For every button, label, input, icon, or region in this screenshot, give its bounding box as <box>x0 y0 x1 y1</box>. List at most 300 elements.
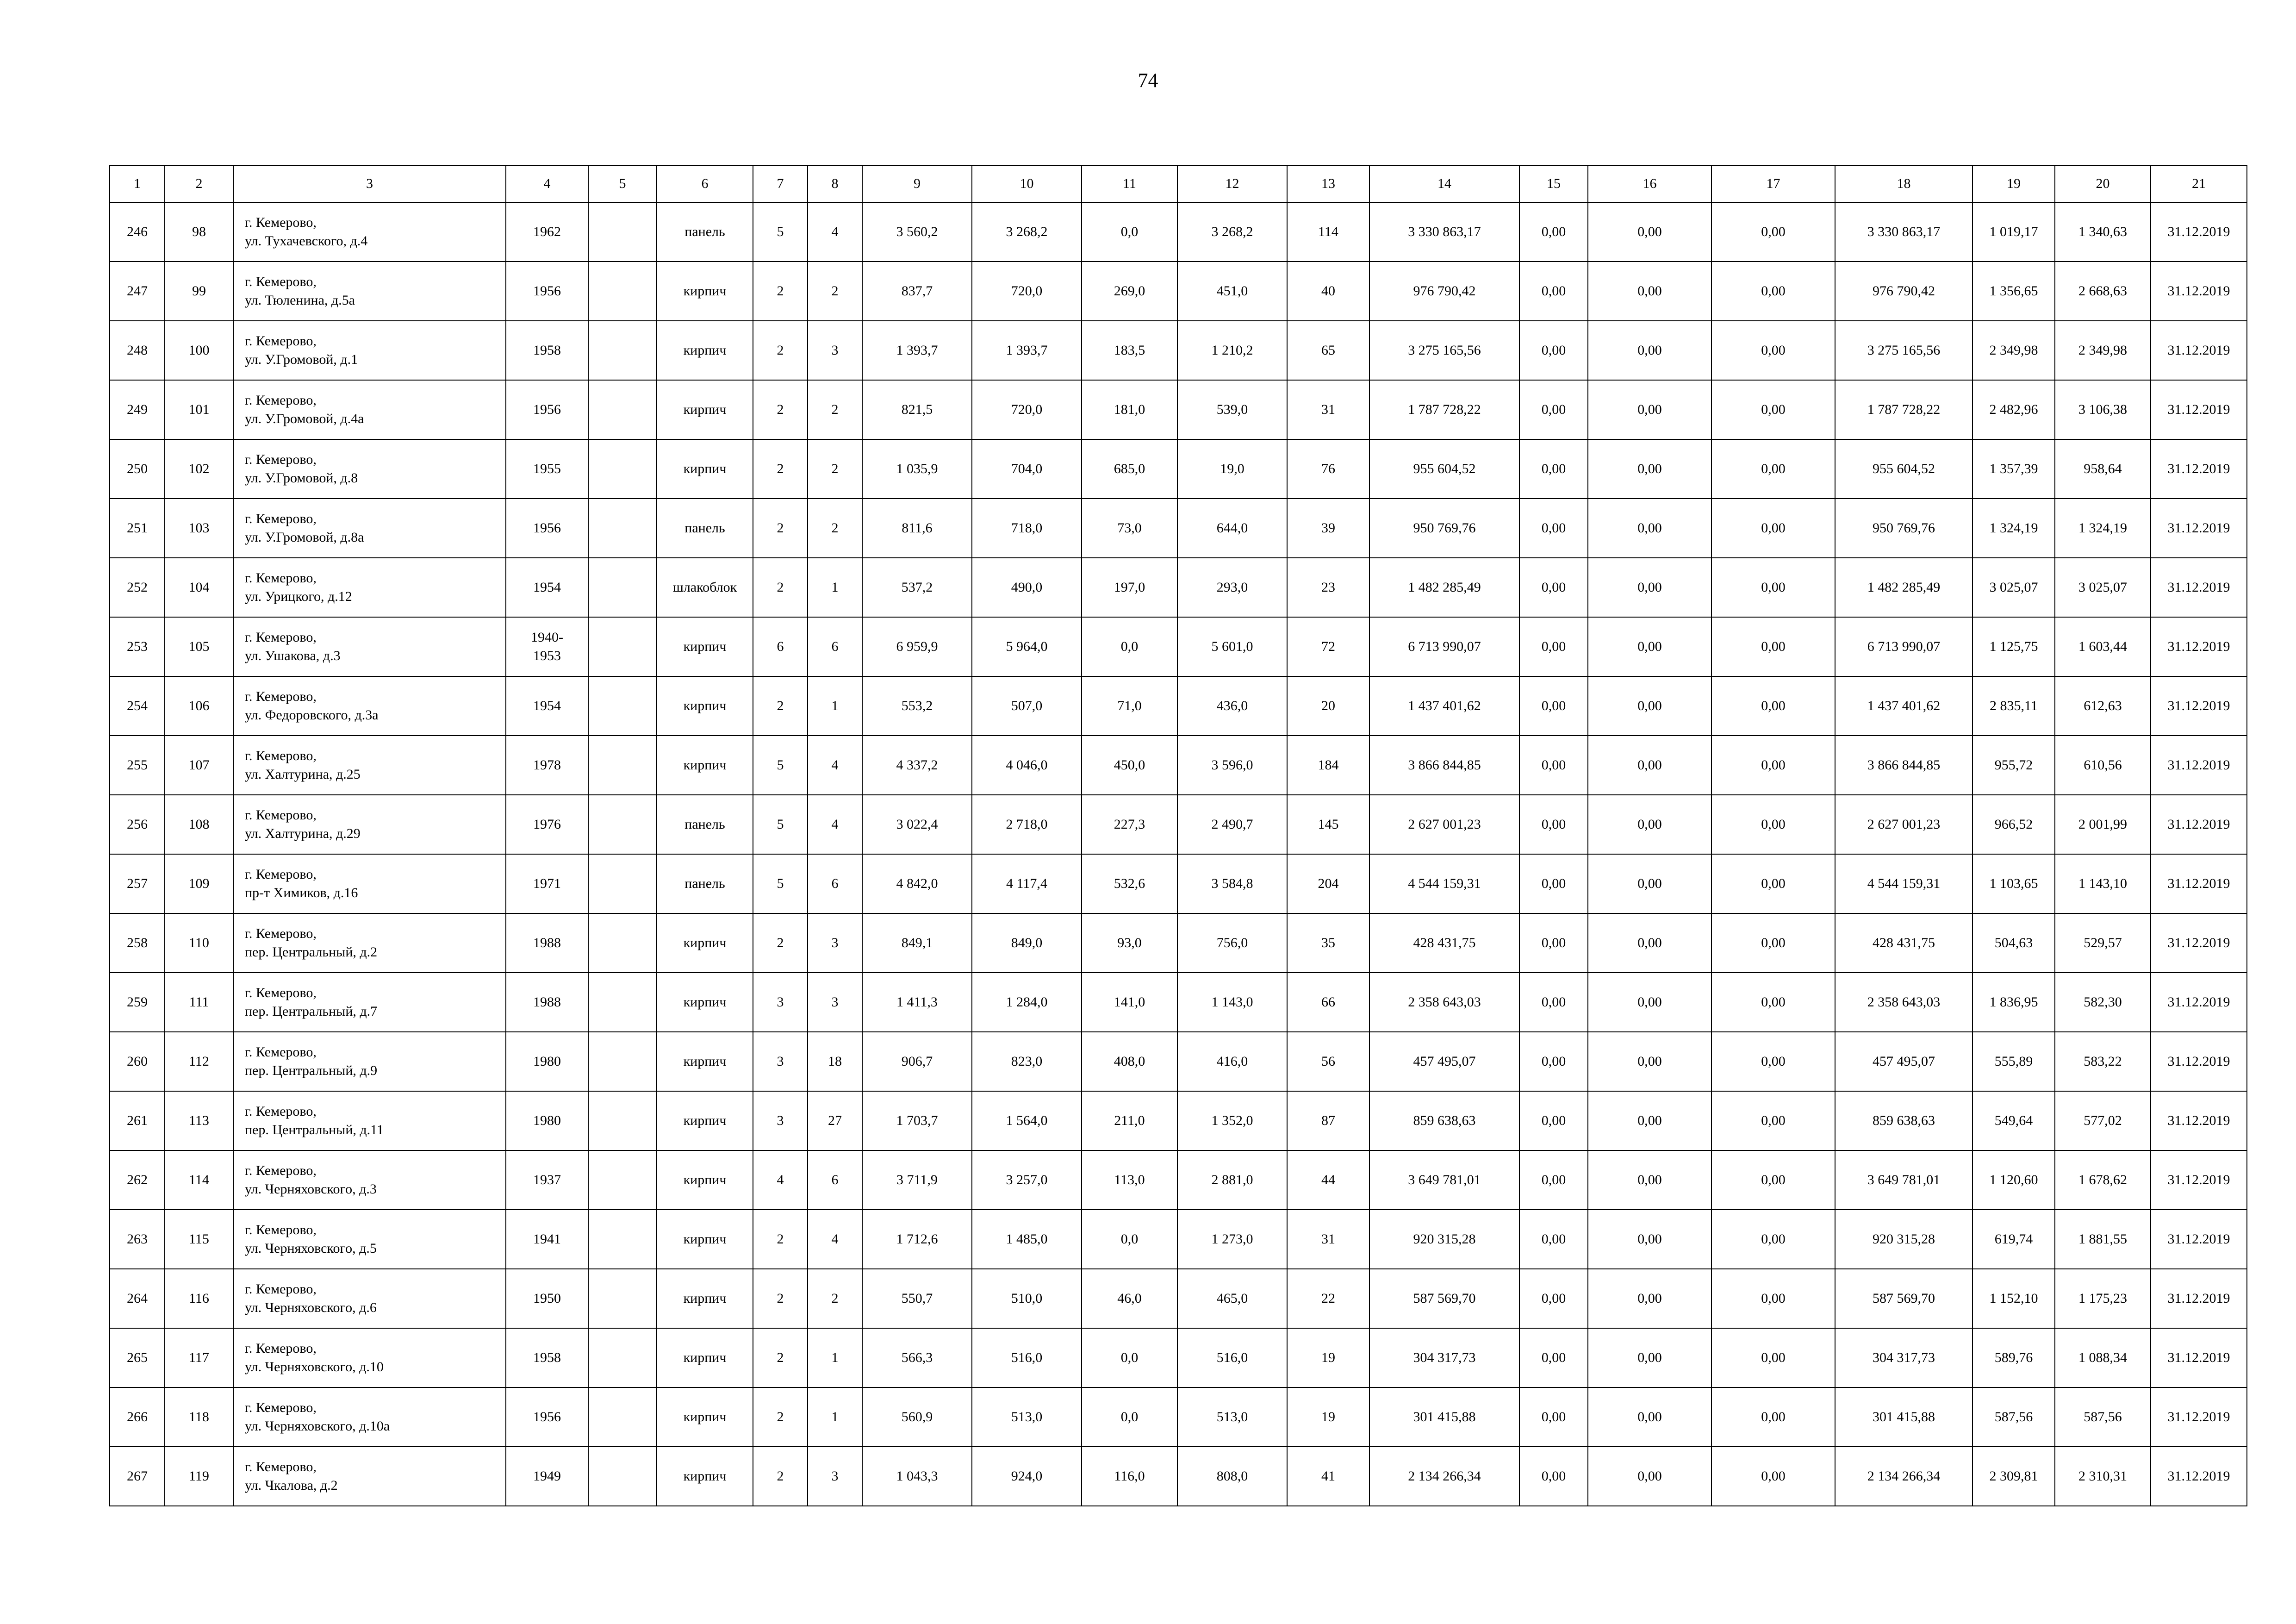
cell-col-15: 0,00 <box>1519 1210 1588 1269</box>
table-row <box>110 617 2247 676</box>
cell-col-1: 250 <box>110 439 165 499</box>
cell-col-21: 31.12.2019 <box>2151 439 2247 499</box>
column-header-9: 9 <box>862 165 972 202</box>
cell-col-8: 3 <box>808 913 862 973</box>
cell-col-13: 19 <box>1287 1387 1369 1447</box>
column-header-16: 16 <box>1588 165 1711 202</box>
street-label: ул. Черняховского, д.6 <box>245 1300 377 1315</box>
cell-col-6: кирпич <box>657 439 753 499</box>
cell-col-1: 263 <box>110 1210 165 1269</box>
cell-col-1: 257 <box>110 854 165 913</box>
city-label: г. Кемерово, <box>245 1281 317 1297</box>
cell-col-7: 5 <box>753 854 808 913</box>
cell-col-1: 246 <box>110 202 165 262</box>
cell-col-8: 6 <box>808 617 862 676</box>
cell-col-18: 2 358 643,03 <box>1835 973 1972 1032</box>
city-label: г. Кемерово, <box>245 1104 317 1119</box>
cell-col-13: 31 <box>1287 380 1369 439</box>
column-header-3: 3 <box>233 165 506 202</box>
cell-col-7: 5 <box>753 202 808 262</box>
street-label: ул. Черняховского, д.10а <box>245 1418 390 1434</box>
cell-col-8: 2 <box>808 380 862 439</box>
table-row <box>110 1150 2247 1210</box>
city-label: г. Кемерово, <box>245 807 317 823</box>
cell-col-16: 0,00 <box>1588 1328 1711 1387</box>
city-label: г. Кемерово, <box>245 748 317 763</box>
cell-col-9: 566,3 <box>862 1328 972 1387</box>
street-label: ул. Урицкого, д.12 <box>245 589 352 604</box>
cell-col-18: 859 638,63 <box>1835 1091 1972 1150</box>
address-cell <box>233 1328 506 1387</box>
cell-col-9: 1 035,9 <box>862 439 972 499</box>
column-header-19: 19 <box>1972 165 2055 202</box>
table-row <box>110 676 2247 736</box>
cell-col-10: 704,0 <box>972 439 1082 499</box>
cell-col-20: 1 088,34 <box>2055 1328 2151 1387</box>
cell-col-4: 1954 <box>506 558 588 617</box>
cell-col-20: 610,56 <box>2055 736 2151 795</box>
cell-col-16: 0,00 <box>1588 262 1711 321</box>
cell-col-21: 31.12.2019 <box>2151 736 2247 795</box>
cell-col-21: 31.12.2019 <box>2151 1091 2247 1150</box>
cell-col-7: 3 <box>753 1091 808 1150</box>
cell-col-20: 1 340,63 <box>2055 202 2151 262</box>
cell-col-1: 267 <box>110 1447 165 1506</box>
street-label: пр-т Химиков, д.16 <box>245 885 358 900</box>
cell-col-17: 0,00 <box>1711 1387 1835 1447</box>
cell-col-5 <box>588 795 657 854</box>
cell-col-15: 0,00 <box>1519 973 1588 1032</box>
cell-col-20: 2 310,31 <box>2055 1447 2151 1506</box>
cell-col-6: кирпич <box>657 1091 753 1150</box>
cell-col-4: 1988 <box>506 973 588 1032</box>
cell-col-19: 589,76 <box>1972 1328 2055 1387</box>
cell-col-20: 958,64 <box>2055 439 2151 499</box>
cell-col-6: кирпич <box>657 321 753 380</box>
cell-col-16: 0,00 <box>1588 973 1711 1032</box>
cell-col-18: 1 787 728,22 <box>1835 380 1972 439</box>
column-header-11: 11 <box>1082 165 1177 202</box>
cell-col-18: 976 790,42 <box>1835 262 1972 321</box>
cell-col-18: 2 134 266,34 <box>1835 1447 1972 1506</box>
cell-col-14: 304 317,73 <box>1369 1328 1519 1387</box>
cell-col-9: 1 043,3 <box>862 1447 972 1506</box>
cell-col-11: 0,0 <box>1082 1210 1177 1269</box>
cell-col-6: кирпич <box>657 262 753 321</box>
cell-col-12: 3 268,2 <box>1177 202 1287 262</box>
cell-col-1: 264 <box>110 1269 165 1328</box>
column-header-18: 18 <box>1835 165 1972 202</box>
cell-col-11: 211,0 <box>1082 1091 1177 1150</box>
cell-col-14: 1 437 401,62 <box>1369 676 1519 736</box>
cell-col-7: 3 <box>753 973 808 1032</box>
cell-col-15: 0,00 <box>1519 262 1588 321</box>
cell-col-1: 253 <box>110 617 165 676</box>
address-cell <box>233 262 506 321</box>
cell-col-4: 1988 <box>506 913 588 973</box>
cell-col-2: 106 <box>165 676 233 736</box>
cell-col-21: 31.12.2019 <box>2151 1032 2247 1091</box>
column-header-8: 8 <box>808 165 862 202</box>
table-row <box>110 854 2247 913</box>
cell-col-16: 0,00 <box>1588 321 1711 380</box>
cell-col-13: 39 <box>1287 499 1369 558</box>
cell-col-12: 516,0 <box>1177 1328 1287 1387</box>
cell-col-6: кирпич <box>657 676 753 736</box>
table-row <box>110 1032 2247 1091</box>
cell-col-19: 1 357,39 <box>1972 439 2055 499</box>
cell-col-11: 408,0 <box>1082 1032 1177 1091</box>
cell-col-18: 587 569,70 <box>1835 1269 1972 1328</box>
cell-col-8: 4 <box>808 202 862 262</box>
cell-col-4: 1956 <box>506 499 588 558</box>
cell-col-9: 6 959,9 <box>862 617 972 676</box>
cell-col-15: 0,00 <box>1519 1387 1588 1447</box>
city-label: г. Кемерово, <box>245 1341 317 1356</box>
table-row <box>110 1328 2247 1387</box>
cell-col-17: 0,00 <box>1711 973 1835 1032</box>
cell-col-17: 0,00 <box>1711 1091 1835 1150</box>
cell-col-13: 44 <box>1287 1150 1369 1210</box>
cell-col-13: 40 <box>1287 262 1369 321</box>
street-label: ул. Халтурина, д.25 <box>245 767 361 782</box>
cell-col-1: 251 <box>110 499 165 558</box>
table-row <box>110 202 2247 262</box>
column-header-15: 15 <box>1519 165 1588 202</box>
street-label: пер. Центральный, д.11 <box>245 1122 384 1137</box>
cell-col-21: 31.12.2019 <box>2151 617 2247 676</box>
cell-col-17: 0,00 <box>1711 1210 1835 1269</box>
cell-col-10: 849,0 <box>972 913 1082 973</box>
cell-col-21: 31.12.2019 <box>2151 1328 2247 1387</box>
cell-col-10: 490,0 <box>972 558 1082 617</box>
column-number-row <box>110 165 2247 202</box>
table-row <box>110 1269 2247 1328</box>
address-cell <box>233 1091 506 1150</box>
cell-col-5 <box>588 439 657 499</box>
cell-col-7: 2 <box>753 321 808 380</box>
cell-col-14: 4 544 159,31 <box>1369 854 1519 913</box>
cell-col-9: 4 337,2 <box>862 736 972 795</box>
cell-col-20: 582,30 <box>2055 973 2151 1032</box>
city-label: г. Кемерово, <box>245 1163 317 1178</box>
address-cell <box>233 676 506 736</box>
cell-col-20: 2 668,63 <box>2055 262 2151 321</box>
cell-col-4: 1956 <box>506 262 588 321</box>
cell-col-8: 2 <box>808 499 862 558</box>
cell-col-10: 516,0 <box>972 1328 1082 1387</box>
cell-col-8: 3 <box>808 321 862 380</box>
street-label: ул. Тухачевского, д.4 <box>245 233 368 249</box>
cell-col-10: 3 257,0 <box>972 1150 1082 1210</box>
cell-col-5 <box>588 1447 657 1506</box>
cell-col-15: 0,00 <box>1519 439 1588 499</box>
street-label: ул. Федоровского, д.3а <box>245 707 379 723</box>
cell-col-20: 2 001,99 <box>2055 795 2151 854</box>
cell-col-21: 31.12.2019 <box>2151 973 2247 1032</box>
cell-col-13: 20 <box>1287 676 1369 736</box>
cell-col-19: 1 356,65 <box>1972 262 2055 321</box>
cell-col-11: 0,0 <box>1082 1387 1177 1447</box>
cell-col-7: 2 <box>753 558 808 617</box>
cell-col-12: 3 584,8 <box>1177 854 1287 913</box>
cell-col-2: 103 <box>165 499 233 558</box>
cell-col-16: 0,00 <box>1588 1269 1711 1328</box>
address-cell <box>233 1269 506 1328</box>
cell-col-10: 510,0 <box>972 1269 1082 1328</box>
cell-col-15: 0,00 <box>1519 1328 1588 1387</box>
cell-col-14: 428 431,75 <box>1369 913 1519 973</box>
cell-col-8: 2 <box>808 439 862 499</box>
cell-col-20: 3 106,38 <box>2055 380 2151 439</box>
cell-col-4: 1949 <box>506 1447 588 1506</box>
cell-col-10: 4 046,0 <box>972 736 1082 795</box>
cell-col-17: 0,00 <box>1711 795 1835 854</box>
cell-col-13: 56 <box>1287 1032 1369 1091</box>
table-row <box>110 1210 2247 1269</box>
cell-col-16: 0,00 <box>1588 1091 1711 1150</box>
table-row <box>110 499 2247 558</box>
cell-col-6: панель <box>657 499 753 558</box>
cell-col-19: 555,89 <box>1972 1032 2055 1091</box>
cell-col-19: 2 309,81 <box>1972 1447 2055 1506</box>
cell-col-20: 529,57 <box>2055 913 2151 973</box>
cell-col-19: 504,63 <box>1972 913 2055 973</box>
street-label: пер. Центральный, д.9 <box>245 1063 378 1078</box>
cell-col-5 <box>588 1328 657 1387</box>
cell-col-6: панель <box>657 854 753 913</box>
cell-col-9: 1 411,3 <box>862 973 972 1032</box>
cell-col-8: 6 <box>808 1150 862 1210</box>
cell-col-5 <box>588 1269 657 1328</box>
cell-col-6: шлакоблок <box>657 558 753 617</box>
cell-col-2: 101 <box>165 380 233 439</box>
cell-col-11: 141,0 <box>1082 973 1177 1032</box>
cell-col-18: 2 627 001,23 <box>1835 795 1972 854</box>
cell-col-18: 920 315,28 <box>1835 1210 1972 1269</box>
cell-col-14: 457 495,07 <box>1369 1032 1519 1091</box>
cell-col-12: 2 490,7 <box>1177 795 1287 854</box>
cell-col-9: 550,7 <box>862 1269 972 1328</box>
cell-col-19: 2 349,98 <box>1972 321 2055 380</box>
cell-col-14: 1 482 285,49 <box>1369 558 1519 617</box>
cell-col-11: 183,5 <box>1082 321 1177 380</box>
cell-col-11: 0,0 <box>1082 617 1177 676</box>
cell-col-18: 1 482 285,49 <box>1835 558 1972 617</box>
cell-col-9: 3 711,9 <box>862 1150 972 1210</box>
cell-col-19: 1 125,75 <box>1972 617 2055 676</box>
address-cell <box>233 1387 506 1447</box>
cell-col-17: 0,00 <box>1711 676 1835 736</box>
cell-col-6: панель <box>657 795 753 854</box>
cell-col-11: 269,0 <box>1082 262 1177 321</box>
cell-col-4: 1958 <box>506 1328 588 1387</box>
cell-col-15: 0,00 <box>1519 499 1588 558</box>
cell-col-2: 112 <box>165 1032 233 1091</box>
street-label: ул. У.Громовой, д.8а <box>245 530 364 545</box>
cell-col-6: кирпич <box>657 1269 753 1328</box>
cell-col-8: 1 <box>808 1387 862 1447</box>
cell-col-4: 1976 <box>506 795 588 854</box>
column-header-5: 5 <box>588 165 657 202</box>
cell-col-12: 1 143,0 <box>1177 973 1287 1032</box>
cell-col-6: кирпич <box>657 1328 753 1387</box>
cell-col-11: 71,0 <box>1082 676 1177 736</box>
cell-col-4: 1980 <box>506 1091 588 1150</box>
cell-col-15: 0,00 <box>1519 736 1588 795</box>
cell-col-5 <box>588 1387 657 1447</box>
table-row <box>110 1091 2247 1150</box>
cell-col-6: кирпич <box>657 973 753 1032</box>
cell-col-14: 3 275 165,56 <box>1369 321 1519 380</box>
cell-col-17: 0,00 <box>1711 380 1835 439</box>
cell-col-18: 4 544 159,31 <box>1835 854 1972 913</box>
cell-col-13: 65 <box>1287 321 1369 380</box>
cell-col-11: 181,0 <box>1082 380 1177 439</box>
city-label: г. Кемерово, <box>245 630 317 645</box>
cell-col-6: кирпич <box>657 617 753 676</box>
cell-col-8: 2 <box>808 1269 862 1328</box>
cell-col-10: 924,0 <box>972 1447 1082 1506</box>
city-label: г. Кемерово, <box>245 1044 317 1060</box>
table-row <box>110 973 2247 1032</box>
cell-col-7: 2 <box>753 1328 808 1387</box>
cell-col-19: 1 152,10 <box>1972 1269 2055 1328</box>
cell-col-12: 644,0 <box>1177 499 1287 558</box>
cell-col-8: 3 <box>808 973 862 1032</box>
cell-col-18: 301 415,88 <box>1835 1387 1972 1447</box>
address-cell <box>233 321 506 380</box>
cell-col-5 <box>588 262 657 321</box>
housing-registry-table <box>109 165 2247 1506</box>
cell-col-12: 293,0 <box>1177 558 1287 617</box>
cell-col-12: 756,0 <box>1177 913 1287 973</box>
cell-col-20: 1 603,44 <box>2055 617 2151 676</box>
cell-col-15: 0,00 <box>1519 1269 1588 1328</box>
cell-col-6: кирпич <box>657 1032 753 1091</box>
table-row <box>110 439 2247 499</box>
cell-col-16: 0,00 <box>1588 202 1711 262</box>
cell-col-12: 416,0 <box>1177 1032 1287 1091</box>
cell-col-7: 2 <box>753 913 808 973</box>
cell-col-18: 6 713 990,07 <box>1835 617 1972 676</box>
cell-col-21: 31.12.2019 <box>2151 1269 2247 1328</box>
city-label: г. Кемерово, <box>245 393 317 408</box>
table-row <box>110 1447 2247 1506</box>
address-cell <box>233 1447 506 1506</box>
cell-col-14: 1 787 728,22 <box>1369 380 1519 439</box>
cell-col-4: 1971 <box>506 854 588 913</box>
cell-col-1: 258 <box>110 913 165 973</box>
cell-col-14: 6 713 990,07 <box>1369 617 1519 676</box>
cell-col-7: 3 <box>753 1032 808 1091</box>
table-row <box>110 795 2247 854</box>
cell-col-14: 2 358 643,03 <box>1369 973 1519 1032</box>
table-row <box>110 558 2247 617</box>
cell-col-21: 31.12.2019 <box>2151 795 2247 854</box>
cell-col-15: 0,00 <box>1519 854 1588 913</box>
cell-col-17: 0,00 <box>1711 1150 1835 1210</box>
cell-col-14: 3 649 781,01 <box>1369 1150 1519 1210</box>
cell-col-10: 718,0 <box>972 499 1082 558</box>
cell-col-9: 837,7 <box>862 262 972 321</box>
address-cell <box>233 617 506 676</box>
cell-col-10: 720,0 <box>972 380 1082 439</box>
cell-col-8: 3 <box>808 1447 862 1506</box>
address-cell <box>233 973 506 1032</box>
cell-col-18: 1 437 401,62 <box>1835 676 1972 736</box>
address-cell <box>233 854 506 913</box>
cell-col-11: 227,3 <box>1082 795 1177 854</box>
cell-col-20: 1 143,10 <box>2055 854 2151 913</box>
cell-col-9: 906,7 <box>862 1032 972 1091</box>
cell-col-19: 619,74 <box>1972 1210 2055 1269</box>
cell-col-7: 2 <box>753 380 808 439</box>
cell-col-8: 4 <box>808 1210 862 1269</box>
cell-col-11: 685,0 <box>1082 439 1177 499</box>
cell-col-1: 254 <box>110 676 165 736</box>
cell-col-12: 1 273,0 <box>1177 1210 1287 1269</box>
cell-col-1: 255 <box>110 736 165 795</box>
cell-col-7: 4 <box>753 1150 808 1210</box>
cell-col-5 <box>588 1032 657 1091</box>
table-row <box>110 736 2247 795</box>
cell-col-5 <box>588 1210 657 1269</box>
city-label: г. Кемерово, <box>245 926 317 941</box>
cell-col-14: 2 134 266,34 <box>1369 1447 1519 1506</box>
year-cell <box>506 617 588 676</box>
cell-col-20: 2 349,98 <box>2055 321 2151 380</box>
cell-col-14: 955 604,52 <box>1369 439 1519 499</box>
city-label: г. Кемерово, <box>245 1222 317 1237</box>
cell-col-5 <box>588 854 657 913</box>
street-label: пер. Центральный, д.2 <box>245 944 378 960</box>
city-label: г. Кемерово, <box>245 985 317 1000</box>
street-label: ул. У.Громовой, д.1 <box>245 352 358 367</box>
cell-col-7: 5 <box>753 795 808 854</box>
cell-col-7: 6 <box>753 617 808 676</box>
cell-col-11: 0,0 <box>1082 202 1177 262</box>
column-header-12: 12 <box>1177 165 1287 202</box>
cell-col-7: 2 <box>753 1447 808 1506</box>
cell-col-9: 849,1 <box>862 913 972 973</box>
cell-col-10: 507,0 <box>972 676 1082 736</box>
cell-col-21: 31.12.2019 <box>2151 676 2247 736</box>
street-label: ул. Тюленина, д.5а <box>245 293 355 308</box>
cell-col-9: 1 712,6 <box>862 1210 972 1269</box>
cell-col-15: 0,00 <box>1519 558 1588 617</box>
cell-col-17: 0,00 <box>1711 1328 1835 1387</box>
cell-col-2: 102 <box>165 439 233 499</box>
street-label: ул. Черняховского, д.3 <box>245 1181 377 1197</box>
cell-col-15: 0,00 <box>1519 913 1588 973</box>
cell-col-4: 1978 <box>506 736 588 795</box>
cell-col-15: 0,00 <box>1519 617 1588 676</box>
cell-col-4: 1941 <box>506 1210 588 1269</box>
city-label: г. Кемерово, <box>245 570 317 586</box>
cell-col-5 <box>588 617 657 676</box>
cell-col-4: 1956 <box>506 1387 588 1447</box>
cell-col-16: 0,00 <box>1588 913 1711 973</box>
cell-col-8: 6 <box>808 854 862 913</box>
cell-col-8: 27 <box>808 1091 862 1150</box>
cell-col-19: 3 025,07 <box>1972 558 2055 617</box>
table-row <box>110 380 2247 439</box>
cell-col-18: 457 495,07 <box>1835 1032 1972 1091</box>
cell-col-17: 0,00 <box>1711 913 1835 973</box>
cell-col-21: 31.12.2019 <box>2151 854 2247 913</box>
cell-col-20: 587,56 <box>2055 1387 2151 1447</box>
